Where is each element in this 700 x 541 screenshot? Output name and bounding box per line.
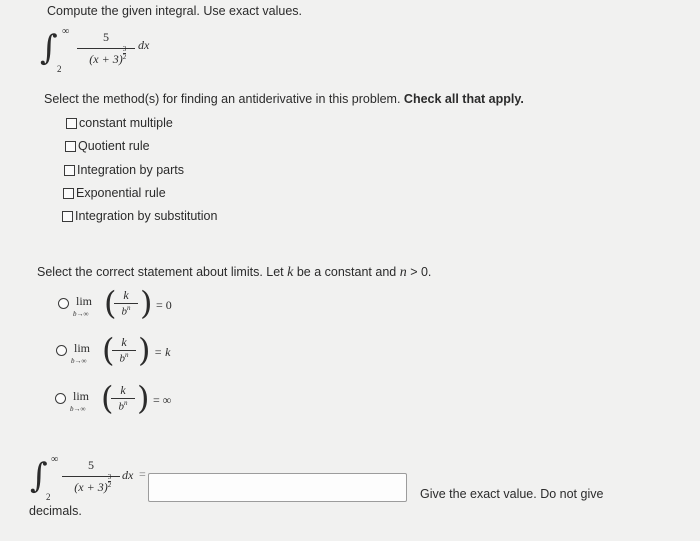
frac-den-base: b bbox=[119, 352, 125, 365]
integral-upper-limit: ∞ bbox=[51, 454, 59, 465]
lim-subscript: b→∞ bbox=[71, 357, 87, 365]
checkbox[interactable] bbox=[66, 118, 77, 129]
denominator-base: (x + 3) bbox=[89, 52, 123, 66]
integral-expression bbox=[40, 26, 180, 86]
lim-subscript: b→∞ bbox=[70, 405, 86, 413]
answer-integral-expression bbox=[26, 452, 166, 512]
frac-den-exp: n bbox=[124, 399, 128, 407]
frac-den bbox=[114, 304, 138, 318]
limit-rhs: = ∞ bbox=[153, 393, 172, 407]
method-prompt-emphasis: Check all that apply. bbox=[403, 92, 524, 106]
option-label: constant multiple bbox=[79, 116, 173, 130]
left-paren: ( bbox=[102, 331, 115, 369]
limit-prompt-k: k bbox=[287, 265, 294, 280]
lim-label: lim bbox=[73, 389, 90, 403]
integrand-numerator: 5 bbox=[88, 458, 94, 472]
method-option-exponential-rule[interactable] bbox=[63, 186, 166, 200]
left-paren: ( bbox=[104, 284, 117, 322]
equals-sign: = bbox=[139, 467, 146, 481]
limit-option-infinity[interactable] bbox=[55, 381, 195, 423]
instruction-text: Compute the given integral. Use exact values. bbox=[47, 4, 302, 18]
frac-den-exp: n bbox=[127, 304, 131, 312]
option-label: Quotient rule bbox=[78, 139, 150, 153]
limit-prompt-condition: > 0. bbox=[410, 265, 432, 279]
method-option-quotient-rule[interactable] bbox=[65, 139, 150, 153]
answer-hint-continued: decimals. bbox=[29, 504, 82, 518]
radio-button[interactable] bbox=[55, 393, 66, 404]
method-prompt bbox=[44, 92, 524, 106]
right-paren: ) bbox=[140, 284, 153, 322]
method-option-integration-by-substitution[interactable] bbox=[62, 209, 217, 223]
exponent-numerator: 3 bbox=[107, 473, 112, 481]
exponent-denominator: 2 bbox=[107, 481, 112, 489]
frac-num: k bbox=[120, 383, 126, 397]
limit-fraction bbox=[114, 288, 138, 318]
frac-den bbox=[111, 399, 135, 413]
fraction-bar bbox=[77, 48, 135, 49]
lim-subscript: b→∞ bbox=[73, 310, 89, 318]
fraction-bar bbox=[62, 476, 120, 477]
option-label: Exponential rule bbox=[76, 186, 166, 200]
exponent-numerator: 3 bbox=[122, 45, 127, 53]
checkbox[interactable] bbox=[65, 141, 76, 152]
limit-prompt bbox=[37, 265, 431, 281]
limit-prompt-mid: be a constant and bbox=[296, 265, 397, 279]
option-label: Integration by substitution bbox=[75, 209, 218, 223]
method-option-constant-multiple[interactable] bbox=[66, 116, 173, 130]
lim-label: lim bbox=[74, 341, 91, 355]
limit-option-zero[interactable] bbox=[58, 286, 198, 328]
exponent-denominator: 2 bbox=[122, 53, 127, 61]
radio-button[interactable] bbox=[58, 298, 69, 309]
integrand-numerator: 5 bbox=[103, 30, 109, 44]
integrand-fraction bbox=[77, 30, 135, 67]
limit-rhs: = k bbox=[154, 345, 171, 359]
checkbox[interactable] bbox=[63, 188, 74, 199]
integral-differential: dx bbox=[122, 468, 134, 482]
denominator-exponent bbox=[123, 46, 127, 61]
limit-fraction bbox=[112, 335, 136, 365]
frac-den-base: b bbox=[121, 305, 127, 318]
integral-lower-limit: 2 bbox=[57, 64, 62, 74]
radio-button[interactable] bbox=[56, 345, 67, 356]
limit-prompt-n: n bbox=[399, 265, 407, 280]
frac-num: k bbox=[123, 288, 129, 302]
limit-rhs: = 0 bbox=[156, 298, 172, 312]
checkbox[interactable] bbox=[64, 165, 75, 176]
integral-lower-limit: 2 bbox=[46, 492, 51, 502]
frac-den-exp: n bbox=[125, 351, 129, 359]
frac-den-base: b bbox=[118, 400, 124, 413]
frac-num: k bbox=[121, 335, 127, 349]
integrand-fraction bbox=[62, 458, 120, 495]
option-label: Integration by parts bbox=[77, 163, 185, 177]
integral-differential: dx bbox=[138, 38, 150, 52]
left-paren: ( bbox=[101, 379, 114, 417]
right-paren: ) bbox=[137, 379, 150, 417]
checkbox[interactable] bbox=[62, 211, 73, 222]
limit-option-k[interactable] bbox=[56, 333, 196, 375]
integral-upper-limit: ∞ bbox=[62, 26, 70, 37]
denominator-base: (x + 3) bbox=[74, 480, 108, 494]
limit-fraction bbox=[111, 383, 135, 413]
method-prompt-text: Select the method(s) for finding an antiderivative in this problem. bbox=[44, 92, 401, 106]
lim-label: lim bbox=[76, 294, 93, 308]
denominator-exponent bbox=[108, 474, 112, 489]
method-option-integration-by-parts[interactable] bbox=[64, 163, 184, 177]
answer-input[interactable] bbox=[148, 473, 407, 502]
integral-sign: ∫ bbox=[40, 28, 58, 68]
limit-prompt-text: Select the correct statement about limits. Let bbox=[37, 265, 284, 279]
integrand-denominator bbox=[62, 473, 120, 495]
integrand-denominator bbox=[77, 45, 135, 67]
frac-den bbox=[112, 351, 136, 365]
integral-sign: ∫ bbox=[30, 456, 48, 496]
right-paren: ) bbox=[138, 331, 151, 369]
answer-hint: Give the exact value. Do not give bbox=[420, 487, 604, 501]
